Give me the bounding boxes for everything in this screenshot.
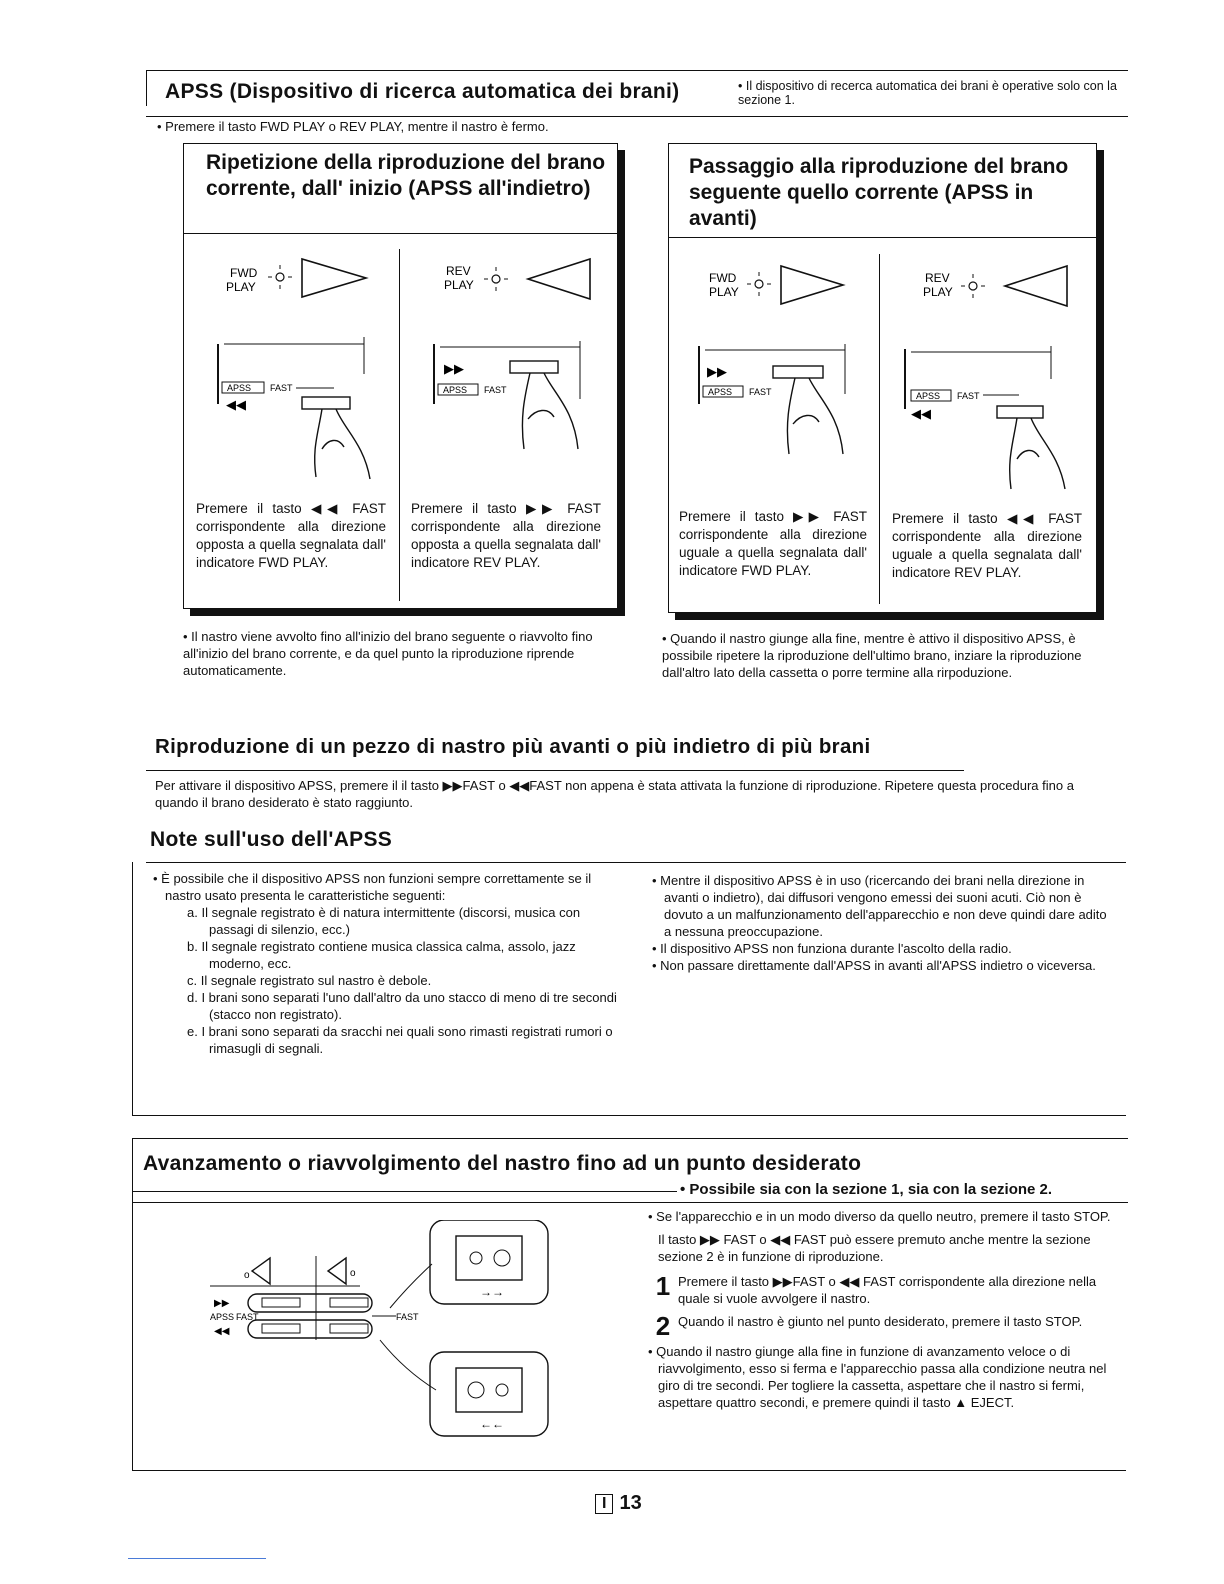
forward-wind-arrow-icon: →→ [480, 1285, 504, 1299]
forward-arrow-icon: ▶▶ [444, 361, 464, 376]
cassette-icon [456, 1236, 522, 1280]
apss-back-note: • Il nastro viene avvolto fino all'inizio del brano seguente o riavvolto fino all'inizio del brano corrente, e da quel punto la riproduzione riprende automaticamente. [183, 628, 623, 679]
page-number [595, 1492, 642, 1515]
apss-back-diagram [194, 249, 614, 494]
rev-play-icon [252, 1258, 270, 1284]
multi-body: Per attivare il dispositivo APSS, premere il il tasto ▶▶FAST o ◀◀FAST non appena è stata attivata la funzione di riproduzione. Ripetere questa procedura fino a quando il brano desiderato è stato raggiunto. [155, 778, 1074, 810]
hand-icon-4 [1010, 418, 1065, 489]
notes-left [153, 870, 618, 1057]
rewind-arrow-icon-2: ◀◀ [911, 406, 931, 421]
play-label-2: PLAY [444, 278, 474, 292]
svg-text:o: o [350, 1268, 356, 1279]
apss-label-2: APSS [443, 385, 468, 395]
apss-fwd-box [668, 143, 1097, 613]
apss-back-left-caption: Premere il tasto ◀◀ FAST corrispondente alla direzione opposta a quella segnalata dall' indicatore FWD PLAY. [196, 501, 386, 570]
fwd-play-indicator [226, 259, 366, 297]
wind-title: Avanzamento o riavvolgimento del nastro fino ad un punto desiderato [143, 1152, 862, 1175]
fast-label-6: FAST [396, 1312, 419, 1322]
fast-label: FAST [270, 383, 293, 393]
fast-button-icon-2 [510, 361, 558, 373]
apss-label-3: APSS [708, 387, 733, 397]
rev-label-2: REV [925, 271, 950, 285]
rev-play-icon-2 [328, 1258, 346, 1284]
multi-title: Riproduzione di un pezzo di nastro più avanti o più indietro di più brani [155, 735, 871, 758]
fast-button-icon [302, 397, 350, 409]
hand-icon-2 [522, 373, 578, 449]
page-num: 13 [619, 1492, 642, 1514]
step-1-number: 1 [655, 1271, 671, 1301]
forward-arrow-small-icon: ▶▶ [214, 1298, 230, 1309]
rewind-wind-arrow-icon: ←← [480, 1417, 504, 1431]
fast-label-4: FAST [957, 391, 980, 401]
notes-left-item: e. I brani sono separati da sracchi nei quali sono rimasti registrati rumori o rimasugli di segnali. [187, 1024, 613, 1056]
fast-button-icon-3 [773, 366, 823, 378]
play-label-3: PLAY [709, 285, 739, 299]
fwd-label: FWD [230, 266, 258, 280]
fast-label-3: FAST [749, 387, 772, 397]
play-forward-icon-2 [781, 266, 843, 304]
wind-text [648, 1208, 1114, 1411]
hand-icon [315, 409, 370, 479]
wind-diagram [200, 1220, 560, 1450]
rewind-arrow-icon: ◀◀ [226, 397, 246, 412]
wind-p3: • Quando il nastro giunge alla fine in funzione di avanzamento veloce o di riavvolgimento, esso si ferma e l'apparecchio passa alla condizione neutra nel giro di tre secondi. Per togliere la cassetta, aspettare che il nastro si fermi, aspettare quattro secondi, e premere quindi il tasto ▲ EJECT. [648, 1344, 1107, 1410]
fast-button-icon-4 [997, 406, 1043, 418]
apss-label-4: APSS [916, 391, 941, 401]
apss-fwd-right-caption: Premere il tasto ◀◀ FAST corrispondente alla direzione uguale a quella segnalata dall' indicatore REV PLAY. [892, 511, 1082, 580]
apss-back-box [183, 143, 618, 609]
play-reverse-icon-2 [1005, 266, 1067, 306]
forward-arrow-icon-2: ▶▶ [707, 364, 727, 379]
lang-badge: I [595, 1494, 613, 1514]
play-forward-icon [302, 259, 366, 297]
apss-fwd-left-caption: Premere il tasto ▶▶ FAST corrispondente alla direzione uguale a quella segnalata dall' indicatore FWD PLAY. [679, 509, 867, 578]
play-label: PLAY [226, 280, 256, 294]
apss-label: APSS [227, 383, 252, 393]
apss-back-right-caption: Premere il tasto ▶▶ FAST corrispondente alla direzione opposta a quella segnalata dall' indicatore REV PLAY. [411, 501, 601, 570]
notes-right-item: Non passare direttamente dall'APSS in avanti all'APSS indietro o viceversa. [660, 958, 1096, 973]
notes-left-item: a. Il segnale registrato è di natura intermittente (discorsi, musica con passagi di silenzio, ecc.) [187, 905, 581, 937]
apss-fwd-diagram [679, 254, 1093, 504]
hand-icon-3 [787, 378, 843, 454]
play-reverse-icon [528, 259, 590, 299]
apss-fwd-note: • Quando il nastro giunge alla fine, mentre è attivo il dispositivo APSS, è possibile ripetere la riproduzione dell'ultimo brano, inziare la riproduzione dall'altro lato della cassetta o porre termine alla rirpoduzione. [662, 630, 1094, 681]
wind-p1: • Se l'apparecchio e in un modo diverso da quello neutro, premere il tasto STOP. [648, 1209, 1111, 1224]
svg-text:o: o [244, 1270, 250, 1281]
fwd-label-2: FWD [709, 271, 737, 285]
fast-label-2: FAST [484, 385, 507, 395]
apss-back-title: Ripetizione della riproduzione del brano corrente, dall' inizio (APSS all'indietro) [206, 151, 606, 200]
apss-section-note: • Il dispositivo di recerca automatica dei brani è operative solo con la sezione 1. [738, 79, 1130, 107]
notes-title: Note sull'uso dell'APSS [150, 828, 393, 851]
cassette-icon-2 [456, 1368, 522, 1412]
notes-left-intro: È possibile che il dispositivo APSS non funzioni sempre correttamente se il nastro usato presenta le caratteristiche seguenti: [161, 871, 592, 903]
notes-right [652, 872, 1114, 974]
step-2-number: 2 [655, 1311, 671, 1341]
apss-title: APSS (Dispositivo di ricerca automatica dei brani) [165, 80, 680, 103]
notes-right-item: Il dispositivo APSS non funziona durante l'ascolto della radio. [660, 941, 1012, 956]
apss-intro: • Premere il tasto FWD PLAY o REV PLAY, mentre il nastro è fermo. [157, 118, 549, 135]
wind-p2: Il tasto ▶▶ FAST o ◀◀ FAST può essere premuto anche mentre la sezione sezione 2 è in funzione di riproduzione. [658, 1232, 1091, 1264]
rev-label: REV [446, 264, 471, 278]
fast-label-5: FAST [236, 1312, 259, 1322]
step-1-text: Premere il tasto ▶▶FAST o ◀◀ FAST corrispondente alla direzione nella quale si vuole avvolgere il nastro. [678, 1274, 1097, 1306]
notes-left-item: d. I brani sono separati l'uno dall'altro da uno stacco di meno di tre secondi (stacco non registrato). [187, 990, 617, 1022]
notes-right-item: Mentre il dispositivo APSS è in uso (ricercando dei brani nella direzione in avanti o indietro), dai diffusori vengono emessi dei suoni acuti. Ciò non è dovuto a un malfunzionamento dell'apparecchio e non deve quindi dare adito a nessuna preoccupazione. [660, 873, 1107, 939]
apss-fwd-title: Passaggio alla riproduzione del brano seguente quello corrente (APSS in avanti) [689, 155, 1069, 230]
rewind-arrow-small-icon: ◀◀ [214, 1326, 230, 1337]
notes-left-item: c. Il segnale registrato sul nastro è debole. [187, 973, 432, 988]
apss-label-5: APSS [210, 1312, 235, 1322]
wind-subtitle: • Possibile sia con la sezione 1, sia con la sezione 2. [680, 1181, 1053, 1198]
step-2-text: Quando il nastro è giunto nel punto desiderato, premere il tasto STOP. [678, 1314, 1083, 1329]
play-label-4: PLAY [923, 285, 953, 299]
notes-left-item: b. Il segnale registrato contiene musica classica calma, assolo, jazz moderno, ecc. [187, 939, 576, 971]
